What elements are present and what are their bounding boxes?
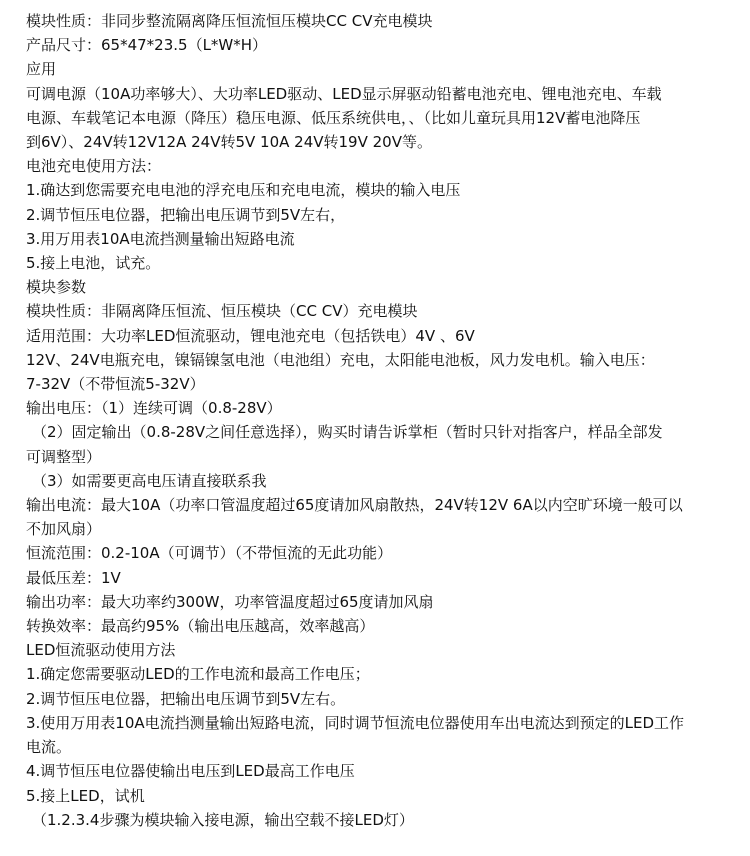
- text-line-param-higher-voltage: （3）如需要更高电压请直接联系我: [32, 471, 267, 490]
- text-line-param-fixed-output-1: （2）固定输出（0.8-28V之间任意选择），购买时请告诉掌柜（暂时只针对指客户，样品全部发: [32, 423, 663, 442]
- text-line-param-constant-current-range: 恒流范围：0.2-10A（可调节）（不带恒流的无此功能）: [26, 544, 393, 563]
- text-line-param-module-nature: 模块性质：非隔离降压恒流、恒压模块（CC CV）充电模块: [26, 302, 418, 321]
- text-line-application-1: 可调电源（10A功率够大）、大功率LED驱动、LED显示屏驱动铅蓄电池充电、锂电池充电、车载: [26, 84, 662, 103]
- text-line-led-step-4: 4.调节恒压电位器使输出电压到LED最高工作电压: [26, 762, 355, 781]
- text-line-led-note: （1.2.3.4步骤为模块输入接电源，输出空载不接LED灯）: [32, 810, 414, 829]
- text-line-led-step-3b: 电流。: [26, 738, 72, 757]
- text-line-param-output-power: 输出功率：最大功率约300W，功率管温度超过65度请加风扇: [26, 592, 434, 611]
- text-line-led-step-3a: 3.使用万用表10A电流挡测量输出短路电流，同时调节恒流电位器使用车出电流达到预定的LED工作: [26, 713, 685, 732]
- text-line-param-input-voltage: 7-32V（不带恒流5-32V）: [26, 375, 205, 394]
- text-line-led-step-1: 1.确定您需要驱动LED的工作电流和最高工作电压；: [26, 665, 370, 684]
- section-heading-battery-charging: 电池充电使用方法：: [26, 157, 162, 176]
- section-heading-module-parameters: 模块参数: [26, 278, 87, 297]
- text-line-application-2: 电源、车载笔记本电源（降压）稳压电源、低压系统供电，、（比如儿童玩具用12V蓄电池降压: [26, 108, 641, 127]
- text-line-param-scope-1: 适用范围：大功率LED恒流驱动，锂电池充电（包括铁电）4V 、6V: [26, 326, 475, 345]
- text-line-battery-step-1: 1.确达到您需要充电电池的浮充电压和充电电流，模块的输入电压: [26, 181, 461, 200]
- text-line-led-step-2: 2.调节恒压电位器，把输出电压调节到5V左右。: [26, 689, 346, 708]
- text-line-product-size: 产品尺寸：65*47*23.5（L*W*H）: [26, 36, 268, 55]
- text-line-param-fixed-output-2: 可调整型）: [26, 447, 102, 466]
- text-line-param-output-current-2: 不加风扇）: [26, 520, 102, 539]
- text-line-param-scope-2: 12V、24V电瓶充电，镍镉镍氢电池（电池组）充电，太阳能电池板，风力发电机。输入电压：: [26, 350, 655, 369]
- text-line-battery-step-2: 2.调节恒压电位器，把输出电压调节到5V左右，: [26, 205, 346, 224]
- text-line-param-efficiency: 转换效率：最高约95%（输出电压越高，效率越高）: [26, 617, 375, 636]
- section-heading-led-driver: LED恒流驱动使用方法: [26, 641, 176, 660]
- text-line-param-min-dropout: 最低压差：1V: [26, 568, 121, 587]
- document-body: [26, 9, 742, 832]
- text-line-param-output-voltage: 输出电压：（1）连续可调（0.8-28V）: [26, 399, 282, 418]
- text-line-module-nature: 模块性质：非同步整流隔离降压恒流恒压模块CC CV充电模块: [26, 12, 433, 30]
- text-line-battery-step-5: 5.接上电池，试充。: [26, 254, 161, 273]
- text-line-param-output-current-1: 输出电流：最大10A（功率口管温度超过65度请加风扇散热，24V转12V 6A以内空旷环境一般可以: [26, 496, 683, 515]
- text-line-application-3: 到6V）、24V转12V12A 24V转5V 10A 24V转19V 20V等。: [26, 133, 432, 152]
- section-heading-application: 应用: [26, 60, 57, 79]
- text-line-led-step-5: 5.接上LED，试机: [26, 786, 145, 805]
- text-line-battery-step-3: 3.用万用表10A电流挡测量输出短路电流: [26, 229, 295, 248]
